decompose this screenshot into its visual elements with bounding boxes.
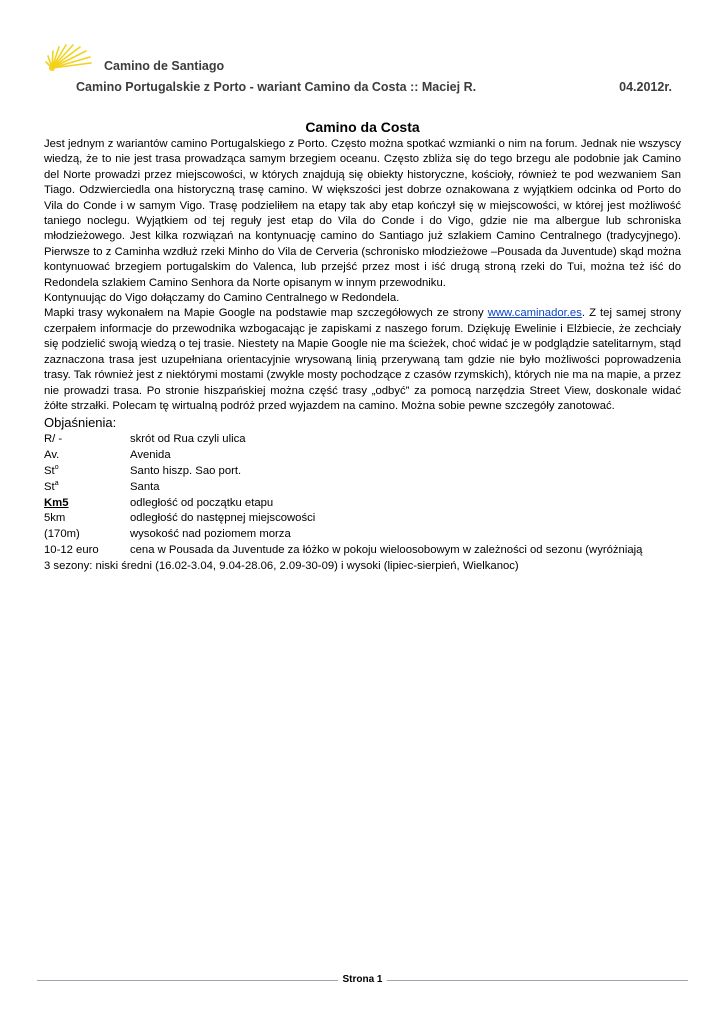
legend-desc: skrót od Rua czyli ulica xyxy=(130,433,246,446)
legend-desc: cena w Pousada da Juventude za łóżko w pokoju wieloosobowym w zależności od sezonu (wyróżniają xyxy=(130,543,643,556)
legend-key: Av. xyxy=(44,449,60,462)
legend-desc: Avenida xyxy=(130,449,171,462)
legend-key: 5km xyxy=(44,512,66,525)
legend-row xyxy=(44,496,681,512)
legend-list xyxy=(44,432,681,574)
legend-row xyxy=(44,432,681,448)
legend-title: Objaśnienia: xyxy=(44,415,117,431)
legend-key: R/ - xyxy=(44,433,63,446)
legend-key-base: St xyxy=(44,464,55,477)
legend-desc: Santa xyxy=(130,480,160,493)
header-subtitle xyxy=(76,80,672,94)
legend-row xyxy=(44,448,681,464)
scallop-shell-logo-icon xyxy=(44,42,94,76)
paragraph-intro: Jest jednym z wariantów camino Portugalskiego z Porto. Często można spotkać wzmianki o nim na forum. Jednak nie wszyscy wiedzą, że to nie jest trasa prowadząca samym brzegiem oceanu. Często zbliża się do tego brzegu ale podobnie jak Camino del Norte prowadzi przez miejscowości, w których znajdują się obiekty historyczne, kościoły, również te pod wezwaniem San Tiago. Odzwierciedla ona historyczną trasę camino. W większości jest dobrze oznakowana z wyjątkiem odcinka od Porto do Vila do Conde i w samym Vigo. Trasę podzieliłem na etapy tak aby etap kończył się w miejscowości, w której jest możliwość taniego noclegu. Wyjątkiem od tej reguły jest etap do Vila do Conde i do Vigo, gdzie nie ma albergue lub schroniska młodzieżowego. Jest kilka rozwiązań na kontynuację camino do Santiago już szlakiem Camino Centralnego (tradycyjnego). Pierwsze to z Caminha wzdłuż rzeki Minho do Vila de Cerveria (schronisko młodzieżowe –Pousada da Juventude) skąd można kontynuować brzegiem portugalskim do Valenca, lub przejść przez most i iść drugą stroną rzeki do Tui, można też iść do Redondela szlakiem Camino Senhora da Norte opisanym w innym przewodniku. xyxy=(44,138,681,289)
legend-row xyxy=(44,543,681,559)
legend-desc: wysokość nad poziomem morza xyxy=(130,528,291,541)
paragraph-maps xyxy=(44,306,681,414)
legend-key-sup: o xyxy=(54,464,59,472)
document-body xyxy=(44,137,681,574)
header-title: Camino de Santiago xyxy=(104,59,225,73)
header-date: 04.2012r. xyxy=(619,80,672,94)
legend-price-note: 3 sezony: niski średni (16.02-3.04, 9.04-28.06, 2.09-30-09) i wysoki (lipiec-sierpień, Wielkanoc) xyxy=(44,559,519,572)
legend-desc: odległość do następnej miejscowości xyxy=(130,512,316,525)
page-number: Strona 1 xyxy=(338,974,386,985)
header-route: Camino Portugalskie z Porto - wariant Camino da Costa :: Maciej R. xyxy=(76,80,477,94)
legend-desc: odległość od początku etapu xyxy=(130,496,274,509)
legend-row xyxy=(44,511,681,527)
legend-desc: Santo hiszp. Sao port. xyxy=(130,464,242,477)
legend-key-sup: a xyxy=(54,479,59,487)
legend-row xyxy=(44,480,681,496)
paragraph-continuation: Kontynuując do Vigo dołączamy do Camino Centralnego w Redondela. xyxy=(44,292,400,305)
caminador-link[interactable]: www.caminador.es xyxy=(487,307,582,320)
page-footer xyxy=(0,974,725,985)
legend-key xyxy=(44,464,130,480)
legend-key: (170m) xyxy=(44,528,80,541)
legend-key-base: St xyxy=(44,480,55,493)
page-title: Camino da Costa xyxy=(305,119,420,135)
paragraph-maps-end: . Z tej samej strony czerpałem informacje do przewodnika wzbogacając je zapiskami z naszego forum. Dziękuję Ewelinie i Elżbiecie, że zechciały się podzielić swoją wiedzą o tej trasie. Niestety na Mapie Google nie ma ścieżek, choć widać je w podglądzie satelitarnym, stąd zaznaczona trasa jest uzupełniana orientacyjnie wrysowaną linią przerywaną tam gdzie nie było możliwości poprowadzenia trasy. Tak również jest z niektórymi mostami (zwykle mosty pochodzące z czasów rzymskich), których nie ma na mapie, a przez nie prowadzi trasa. Po stronie hiszpańskiej można część trasy „odbyć” za pomocą narzędzia Street View, doskonale widać żółte strzałki. Polecam tę wirtualną podróż przed wyjazdem na camino. Można sobie pewne szczegóły zanotować. xyxy=(44,307,681,412)
legend-key xyxy=(44,480,130,496)
legend-row xyxy=(44,527,681,543)
legend-key: 10-12 euro xyxy=(44,543,99,556)
paragraph-maps-start: Mapki trasy wykonałem na Mapie Google na podstawie map szczegółowych ze strony xyxy=(44,307,488,320)
legend-row xyxy=(44,464,681,480)
legend-key: Km5 xyxy=(44,496,69,509)
